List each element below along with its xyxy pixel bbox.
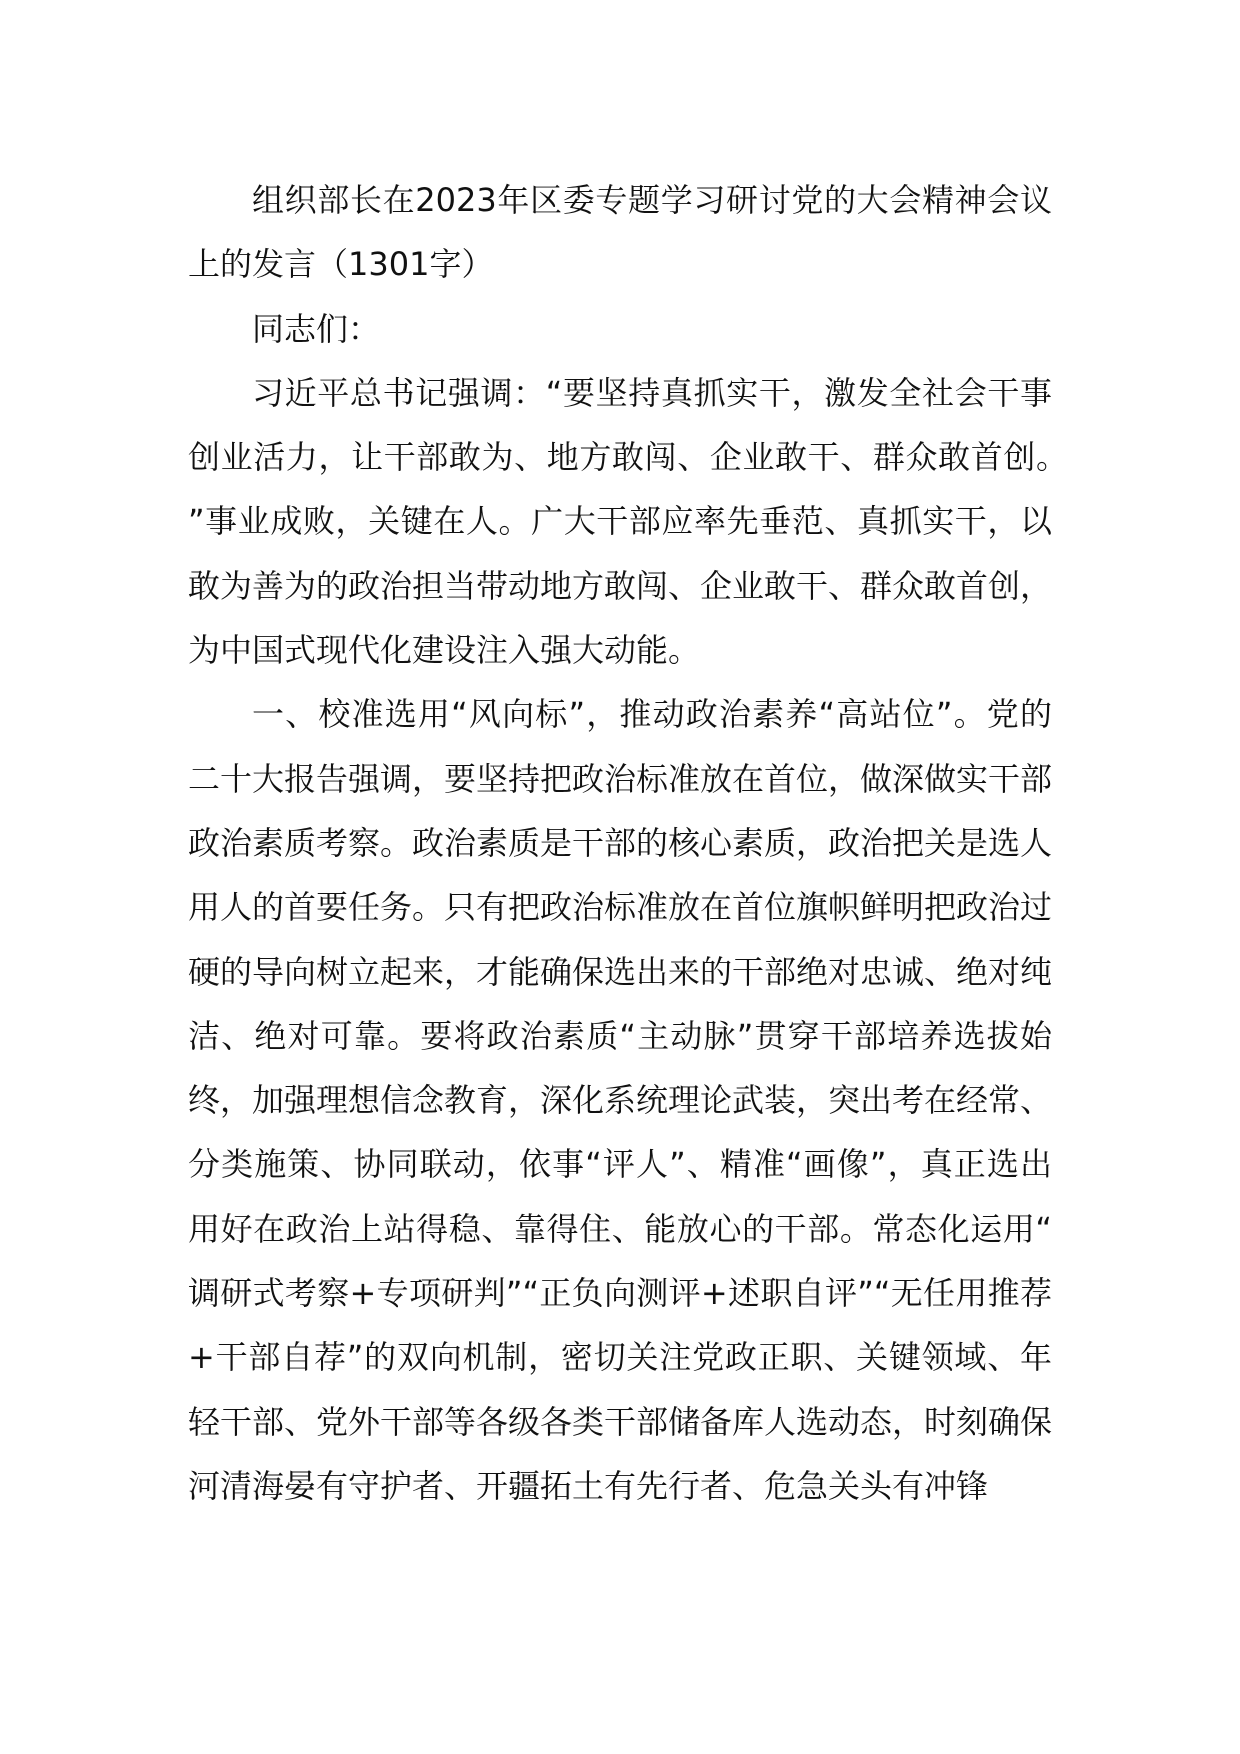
paragraph-intro: 习近平总书记强调：“要坚持真抓实干，激发全社会干事创业活力，让干部敢为、地方敢闯、企业敢干、群众敢首创。”事业成败，关键在人。广大干部应率先垂范、真抓实干，以敢为善为的政治担当带动地方敢闯、企业敢干、群众敢首创，为中国式现代化建设注入强大动能。 <box>188 373 1053 670</box>
document-body <box>188 168 1052 1518</box>
salutation: 同志们： <box>252 309 381 348</box>
document-title: 组织部长在2023年区委专题学习研讨党的大会精神会议上的发言（1301字） <box>188 181 1052 284</box>
paragraph-section-one: 一、校准选用“风向标”，推动政治素养“高站位”。党的二十大报告强调，要坚持把政治标准放在首位，做深做实干部政治素质考察。政治素质是干部的核心素质，政治把关是选人用人的首要任务。只有把政治标准放在首位旗帜鲜明把政治过硬的导向树立起来，才能确保选出来的干部绝对忠诚、绝对纯洁、绝对可靠。要将政治素质“主动脉”贯穿干部培养选拔始终，加强理想信念教育，深化系统理论武装，突出考在经常、分类施策、协同联动，依事“评人”、精准“画像”，真正选出用好在政治上站得稳、靠得住、能放心的干部。常态化运用“调研式考察+专项研判”“正负向测评+述职自评”“无任用推荐+干部自荐”的双向机制，密切关注党政正职、关键领域、年轻干部、党外干部等各级各类干部储备库人选动态，时刻确保河清海晏有守护者、开疆拓土有先行者、危急关头有冲锋 <box>188 695 1053 1505</box>
